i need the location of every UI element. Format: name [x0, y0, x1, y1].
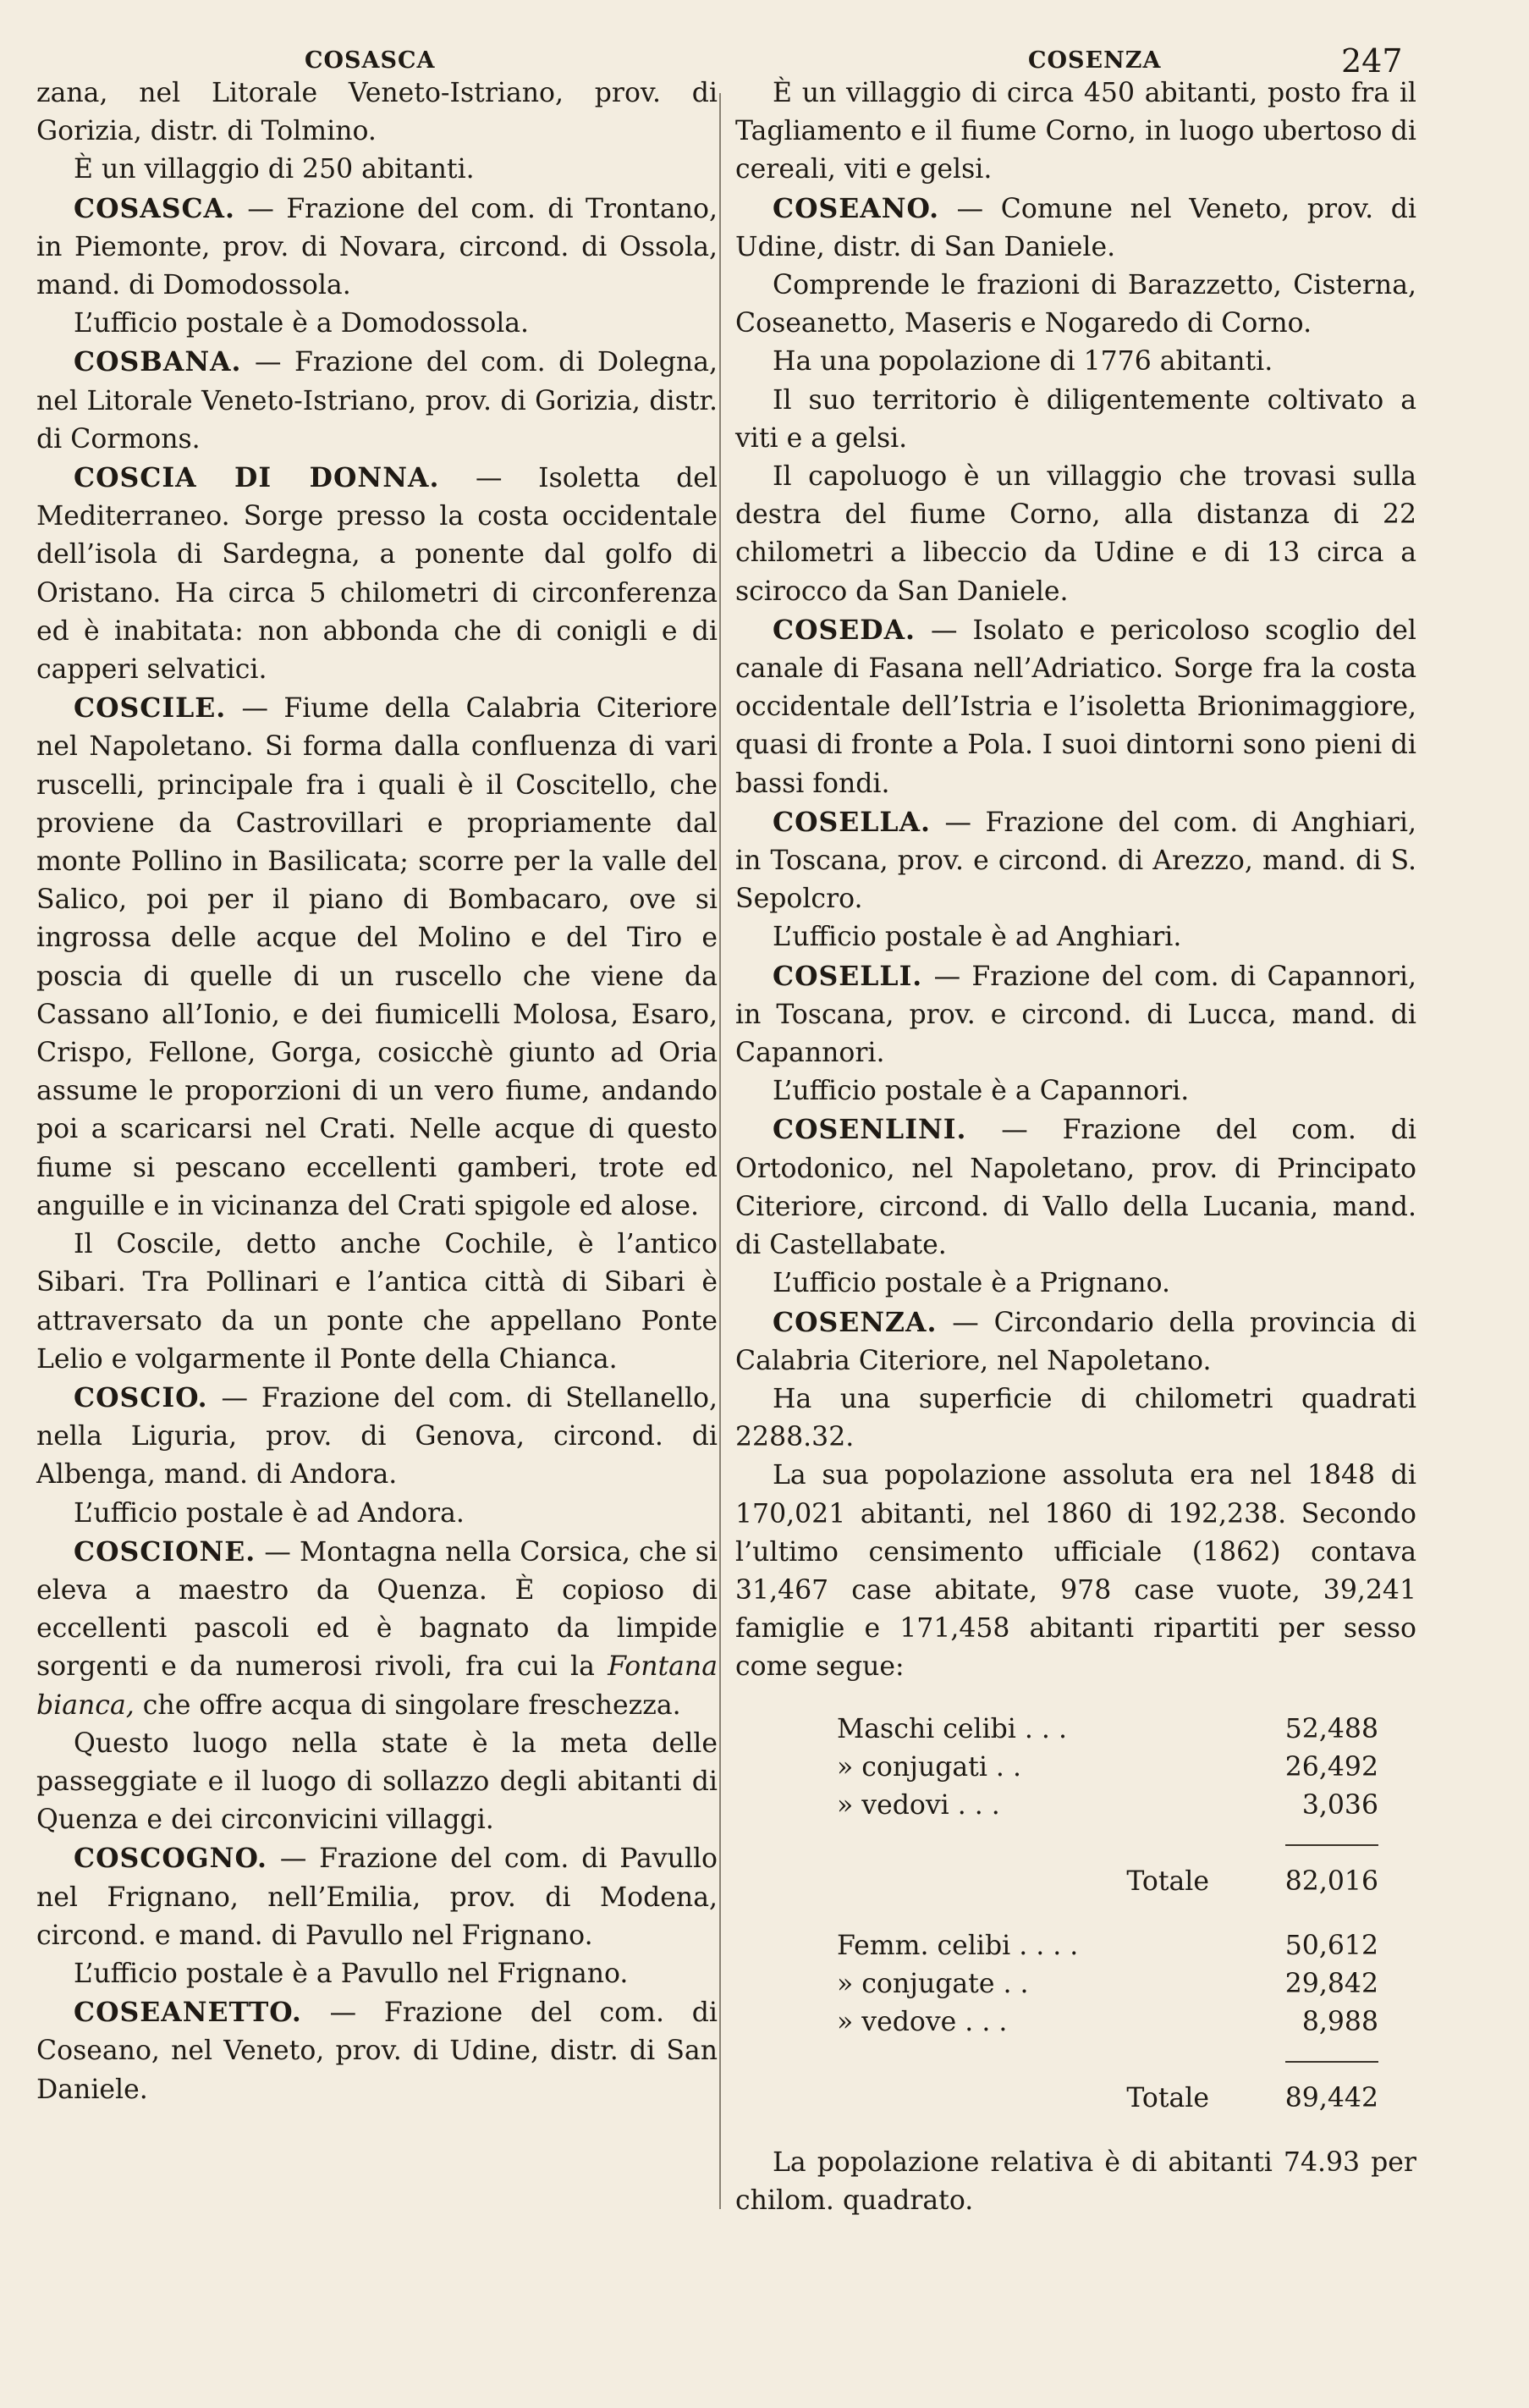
entry-text: — Frazione del com. di Trontano, in Piemonte, prov. di Novara, circond. di Ossola, mand. di Domodossola. [36, 193, 718, 301]
row-label: » vedove . . . [837, 2006, 1008, 2037]
entry-text: — Isoletta del Mediterraneo. Sorge presso la costa occidentale dell’isola di Sardegna, a ponente dal golfo di Oristano. Ha circa 5 chilometri di circonferenza ed è inabitata: non abbonda che di conigli e di capperi selvatici. [36, 463, 718, 686]
entry-text: Comprende le frazioni di Barazzetto, Cisterna, Coseanetto, Maseris e Nogaredo di Corno. [735, 270, 1416, 339]
entry-text-tail: che offre acqua di singolare freschezza. [134, 1689, 681, 1721]
entry-text: — Frazione del com. di Pavullo nel Frignano, nell’Emilia, prov. di Modena, circond. e mand. di Pavullo nel Frignano. [36, 1843, 718, 1951]
entry-text: zana, nel Litorale Veneto-Istriano, prov. di Gorizia, distr. di Tolmino. [36, 78, 718, 147]
population-row [837, 1787, 1378, 1825]
row-label: » conjugati . . [837, 1751, 1021, 1783]
population-row [837, 1927, 1378, 1965]
sum-rule [1285, 1844, 1378, 1846]
entry-text: — Isolato e pericoloso scoglio del canale di Fasana nell’Adriatico. Sorge fra la costa occidentale dell’Istria e l’isoletta Brionimaggiore, quasi di fronte a Pola. I suoi dintorni sono pieni di bassi fondi. [735, 614, 1416, 799]
table-spacer [837, 1902, 1378, 1927]
dictionary-entry [36, 190, 718, 306]
row-value: 26,492 [1284, 1751, 1378, 1783]
header-left-word: COSASCA [305, 47, 436, 74]
entry-text: Ha una popolazione di 1776 abitanti. [773, 346, 1273, 377]
entry-text: La sua popolazione assoluta era nel 1848 di 170,021 abitanti, nel 1860 di 192,238. Secondo l’ultimo censimento ufficiale (1862) contava 31,467 case abitate, 978 case vuote, 39,241 famiglie e 171,458 abitanti ripartiti per sesso come segue: [735, 1460, 1416, 1683]
population-table [837, 1711, 1378, 2119]
entry-text: — Fiume della Calabria Citeriore nel Napoletano. Si forma dalla confluenza di vari ruscelli, principale fra i quali è il Coscitello, che proviene da Castrovillari e propriamente dal monte Pollino in Basilicata; scorre per la valle del Salico, poi per il piano di Bombacaro, ove si ingrossa delle acque del Molino e del Tiro e poscia di quelle di un ruscello che viene da Cassano all’Ionio, e dei fiumicelli Molosa, Esaro, Crispo, Fellone, Gorga, cosicchè giunto ad Oria assume le proporzioni di un vero fiume, andando poi a scaricarsi nel Crati. Nelle acque di questo fiume si pescano eccellenti gamberi, trote ed anguille e in vicinanza del Crati spigole ed alose. [36, 693, 718, 1221]
total-row [837, 2080, 1378, 2118]
dictionary-entry [36, 1839, 718, 1955]
population-row [837, 1711, 1378, 1749]
dictionary-entry [735, 803, 1416, 919]
dictionary-entry [735, 611, 1416, 803]
entry-text: — Frazione del com. di Coseano, nel Veneto, prov. di Udine, distr. di San Daniele. [36, 1997, 718, 2105]
dictionary-entry [36, 1533, 718, 1725]
dictionary-entry [36, 1379, 718, 1495]
entry-text: L’ufficio postale è ad Andora. [74, 1497, 465, 1529]
entry-text: — Circondario della provincia di Calabria Citeriore, nel Napoletano. [735, 1307, 1416, 1376]
row-label: Totale [1126, 2083, 1209, 2114]
sum-rule-row [837, 1825, 1378, 1863]
dictionary-entry [735, 957, 1416, 1073]
dictionary-entry [36, 305, 718, 343]
entry-text: — Comune nel Veneto, prov. di Udine, distr. di San Daniele. [735, 193, 1416, 262]
entry-text: — Montagna nella Corsica, che si eleva a maestro da Quenza. È copioso di eccellenti pascoli ed è bagnato da limpide sorgenti e da numerosi rivoli, fra cui la [36, 1536, 718, 1683]
dictionary-entry [735, 74, 1416, 190]
dictionary-entry [735, 343, 1416, 381]
entry-headword: COSENLINI. [773, 1114, 967, 1146]
dictionary-entry [36, 343, 718, 459]
entry-headword: COSBANA. [74, 346, 242, 378]
dictionary-entry [735, 267, 1416, 343]
dictionary-entry [36, 1725, 718, 1840]
dictionary-entry [36, 151, 718, 189]
dictionary-entry [735, 918, 1416, 956]
dictionary-entry [36, 459, 718, 689]
entry-text: È un villaggio di 250 abitanti. [74, 154, 475, 185]
entry-headword: COSEANETTO. [74, 1997, 302, 2029]
total-row [837, 1863, 1378, 1901]
sum-rule [1285, 2061, 1378, 2063]
entry-headword: COSELLI. [773, 960, 923, 992]
dictionary-entry [735, 1072, 1416, 1110]
row-label: Maschi celibi . . . [837, 1713, 1067, 1744]
entry-italic-name: Fontana bianca, [36, 1651, 718, 1721]
population-row [837, 2003, 1378, 2042]
dictionary-entry [735, 1110, 1416, 1265]
row-value: 52,488 [1284, 1713, 1378, 1744]
entry-text: È un villaggio di circa 450 abitanti, posto fra il Tagliamento e il fiume Corno, in luogo ubertoso di cereali, viti e gelsi. [735, 78, 1416, 185]
entry-headword: COSCIO. [74, 1381, 208, 1413]
dictionary-entry [735, 458, 1416, 611]
row-label: Femm. celibi . . . . [837, 1930, 1079, 1961]
entry-headword: COSENZA. [773, 1306, 938, 1338]
closing-paragraph: La popolazione relativa è di abitanti 74.93 per chilom. quadrato. [735, 2146, 1416, 2216]
dictionary-entry [735, 1303, 1416, 1380]
page-number: 247 [1341, 42, 1403, 80]
sum-rule-row [837, 2042, 1378, 2080]
entry-text: L’ufficio postale è a Domodossola. [74, 308, 530, 339]
entry-headword: COSEANO. [773, 192, 940, 224]
dictionary-entry [735, 1265, 1416, 1303]
running-header [34, 37, 1405, 80]
dictionary-entry [36, 1495, 718, 1533]
entry-text: L’ufficio postale è a Capannori. [773, 1076, 1190, 1107]
entry-headword: COSEDA. [773, 614, 916, 646]
entry-text: L’ufficio postale è ad Anghiari. [773, 922, 1182, 953]
entry-text: — Frazione del com. di Capannori, in Toscana, prov. e circond. di Lucca, mand. di Capannori. [735, 961, 1416, 1069]
header-right-word: COSENZA [1028, 47, 1162, 74]
entry-headword: COSCOGNO. [74, 1843, 268, 1875]
entry-text: Il capoluogo è un villaggio che trovasi sulla destra del fiume Corno, alla distanza di 22 chilometri a libeccio da Udine e di 13 circa a scirocco da San Daniele. [735, 461, 1416, 607]
entry-text: — Frazione del com. di Anghiari, in Toscana, prov. e circond. di Arezzo, mand. di S. Sepolcro. [735, 807, 1416, 915]
column-divider [719, 93, 721, 2209]
entry-headword: COSCIONE. [74, 1535, 256, 1568]
population-row [837, 1749, 1378, 1787]
left-column [36, 74, 718, 2109]
entry-text: L’ufficio postale è a Prignano. [773, 1268, 1170, 1299]
entry-text: — Frazione del com. di Ortodonico, nel Napoletano, prov. di Principato Citeriore, circond. di Vallo della Lucania, mand. di Castellabate. [735, 1115, 1416, 1261]
dictionary-entry [735, 190, 1416, 267]
entry-text: — Frazione del com. di Dolegna, nel Litorale Veneto-Istriano, prov. di Gorizia, distr. di Cormons. [36, 347, 718, 455]
right-column [735, 74, 1416, 2220]
dictionary-entry [36, 1955, 718, 1993]
row-label: » conjugate . . [837, 1968, 1029, 1999]
dictionary-entry [36, 74, 718, 151]
population-row [837, 1965, 1378, 2003]
row-value: 3,036 [1301, 1789, 1378, 1821]
dictionary-entry [36, 1993, 718, 2109]
dictionary-entry [735, 1457, 1416, 1686]
entry-text: — Frazione del com. di Stellanello, nella Liguria, prov. di Genova, circond. di Albenga, mand. di Andora. [36, 1382, 718, 1491]
entry-headword: COSELLA. [773, 806, 931, 838]
dictionary-entry [735, 382, 1416, 458]
entry-headword: COSCILE. [74, 692, 227, 725]
row-value: 29,842 [1284, 1968, 1378, 1999]
entry-headword: COSCIA DI DONNA. [74, 462, 440, 494]
row-value: 50,612 [1284, 1930, 1378, 1961]
row-value: 89,442 [1284, 2083, 1378, 2114]
dictionary-entry [36, 1226, 718, 1379]
row-label: » vedovi . . . [837, 1789, 1000, 1821]
entry-text: Il suo territorio è diligentemente coltivato a viti e a gelsi. [735, 384, 1416, 454]
dictionary-entry [735, 1380, 1416, 1457]
dictionary-entry [36, 689, 718, 1226]
entry-text: Il Coscile, detto anche Cochile, è l’antico Sibari. Tra Pollinari e l’antica città di Sibari è attraversato da un ponte che appellano Ponte Lelio e volgarmente il Ponte della Chianca. [36, 1229, 718, 1375]
row-value: 8,988 [1301, 2006, 1378, 2037]
entry-headword: COSASCA. [74, 192, 235, 224]
row-label: Totale [1126, 1866, 1209, 1898]
entry-text: L’ufficio postale è a Pavullo nel Frignano. [74, 1958, 629, 1989]
row-value: 82,016 [1284, 1866, 1378, 1898]
right-entries [735, 74, 1416, 1687]
entry-text: Ha una superficie di chilometri quadrati 2288.32. [735, 1383, 1416, 1453]
entry-text: Questo luogo nella state è la meta delle passeggiate e il luogo di sollazzo degli abitanti di Quenza e dei circonvicini villaggi. [36, 1727, 718, 1836]
